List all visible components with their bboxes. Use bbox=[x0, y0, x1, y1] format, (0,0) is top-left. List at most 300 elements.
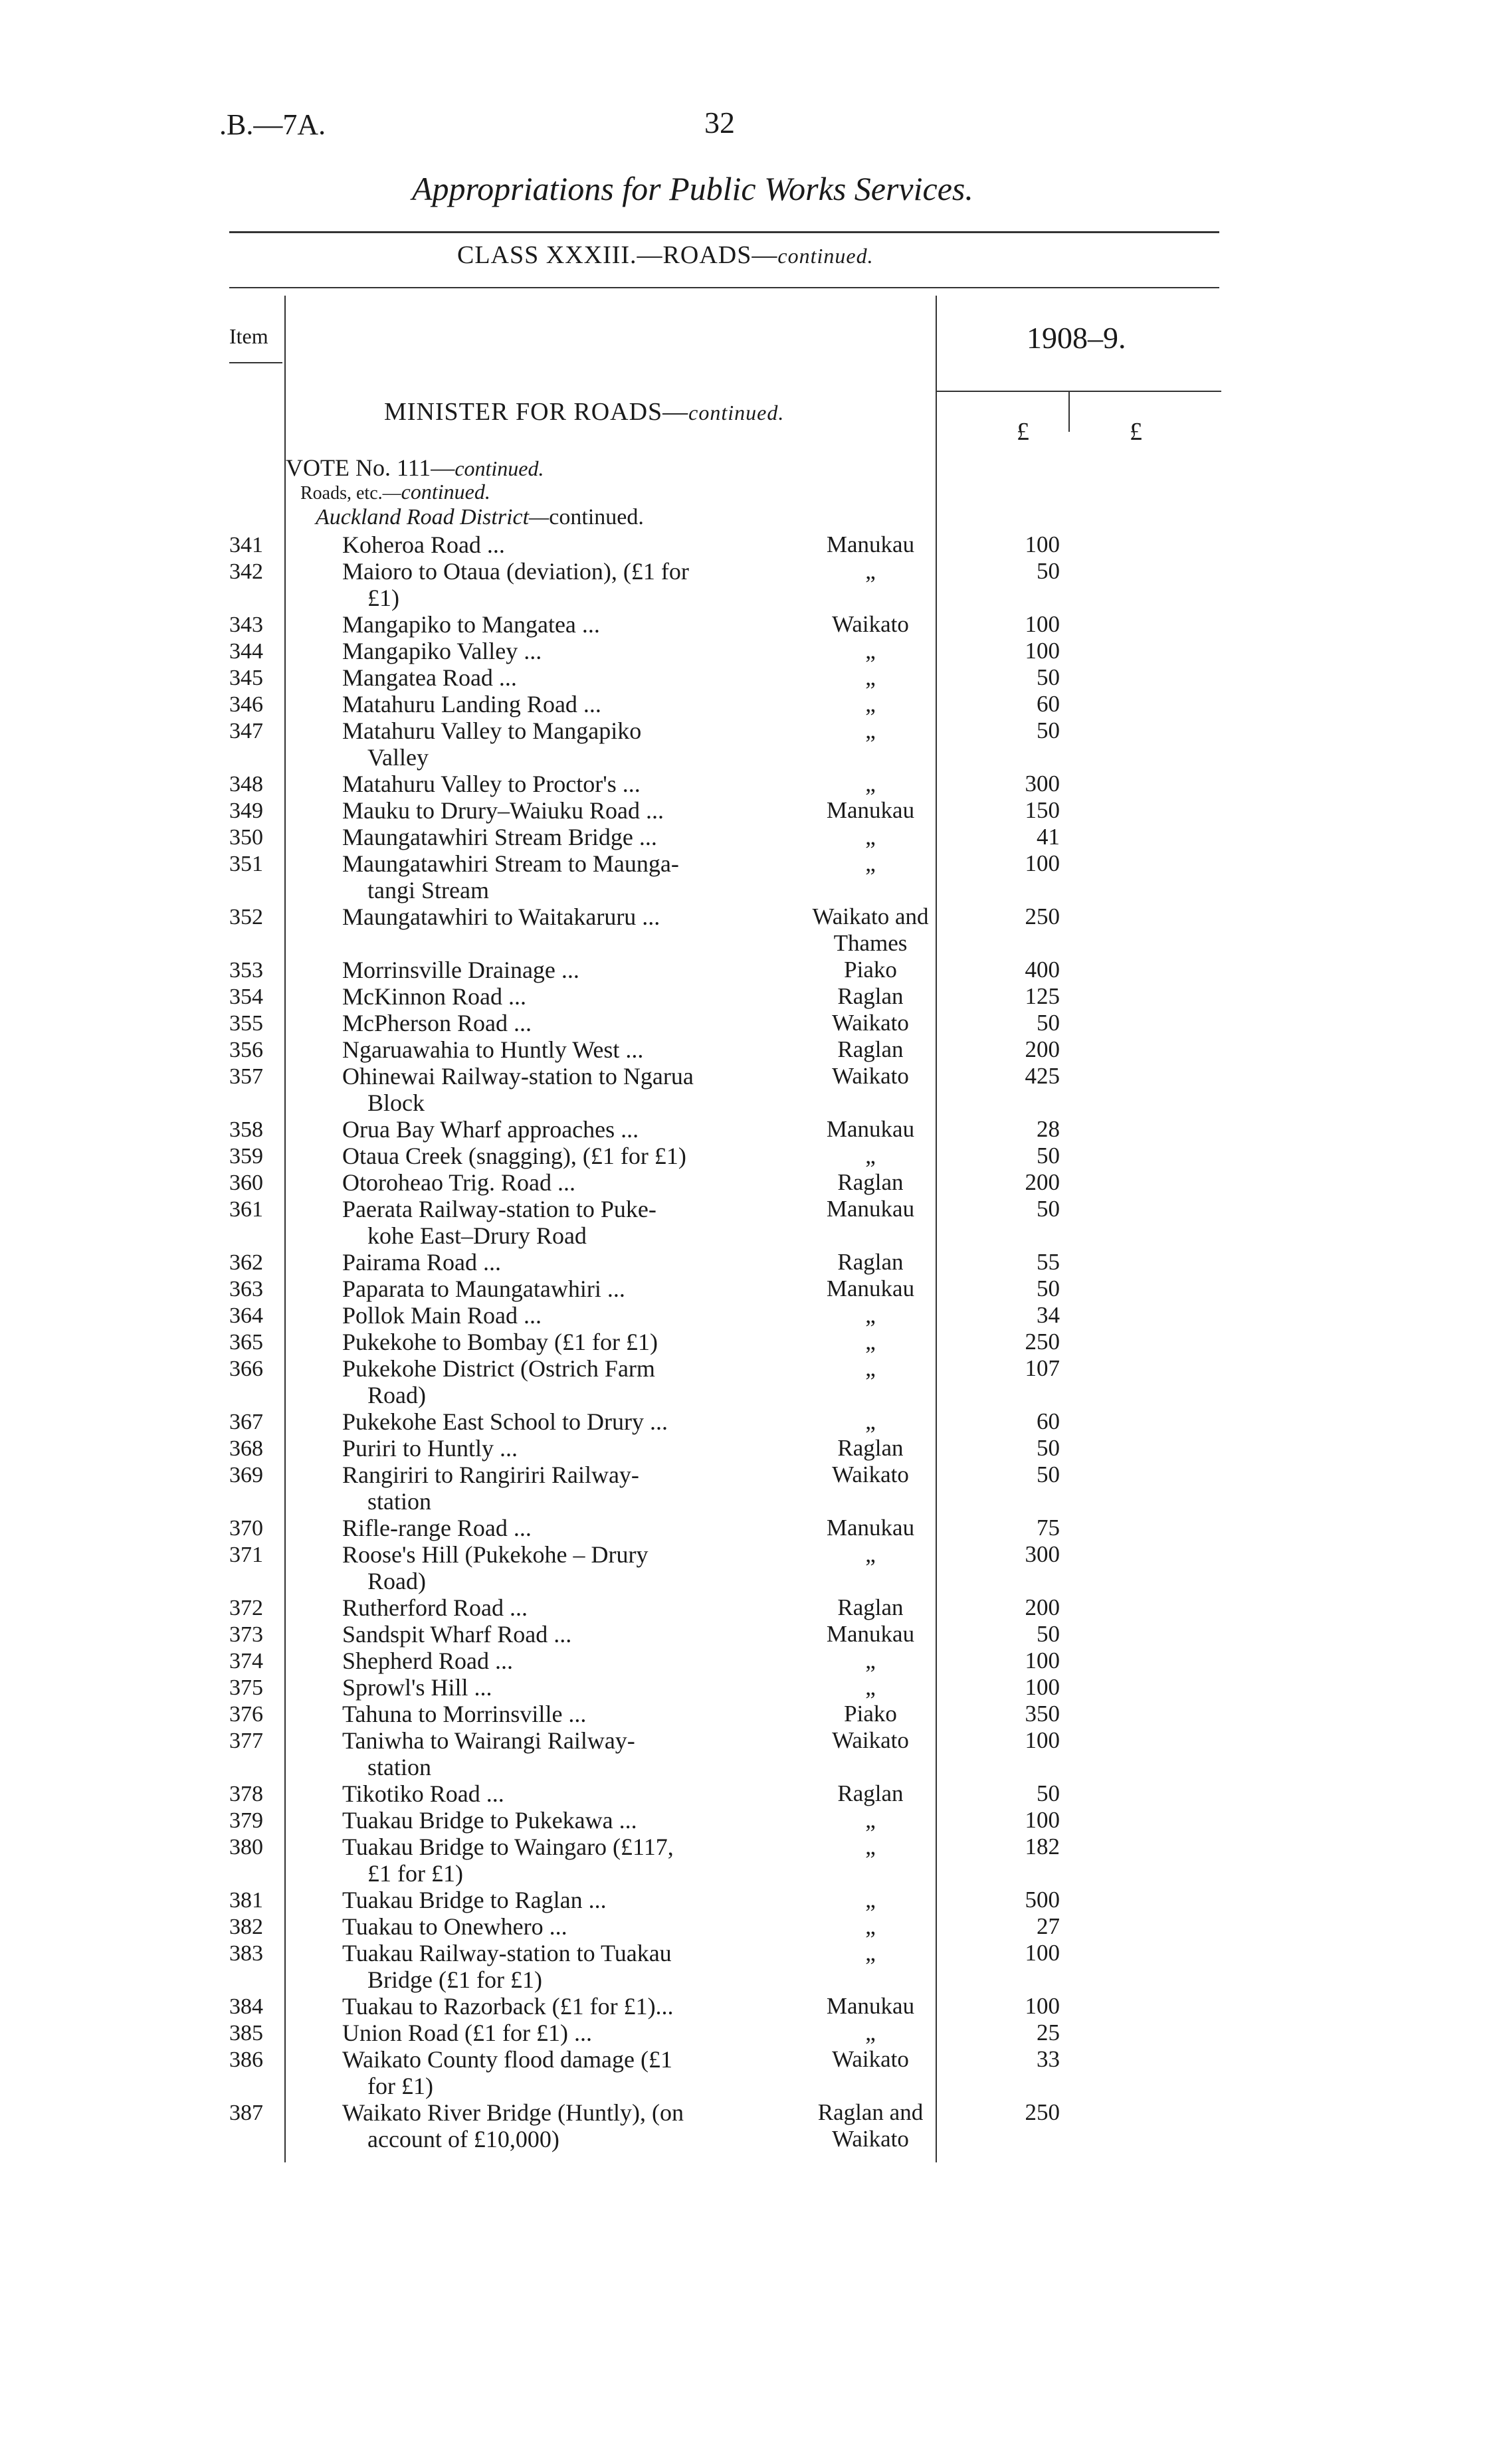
item-description bbox=[342, 903, 660, 930]
description-line: Puriri to Huntly ... bbox=[342, 1435, 518, 1462]
description-line: Waikato River Bridge (Huntly), (on bbox=[342, 2099, 684, 2126]
description-line: Tuakau Bridge to Waingaro (£117, bbox=[342, 1834, 674, 1860]
item-description bbox=[342, 558, 689, 611]
item-number: 343 bbox=[229, 613, 263, 637]
amount: 150 bbox=[1025, 797, 1060, 823]
amount: 250 bbox=[1025, 903, 1060, 929]
district-line: Raglan bbox=[837, 1435, 904, 1461]
district-line: „ bbox=[865, 1541, 876, 1567]
district-line: Manukau bbox=[826, 797, 915, 823]
amount: 100 bbox=[1025, 850, 1060, 876]
item-number: 373 bbox=[229, 1622, 263, 1647]
item-number: 375 bbox=[229, 1675, 263, 1700]
item-description bbox=[342, 797, 664, 824]
item-number: 378 bbox=[229, 1782, 263, 1806]
amount: 300 bbox=[1025, 771, 1060, 797]
description-line: Sandspit Wharf Road ... bbox=[342, 1621, 572, 1648]
district-line: Waikato bbox=[832, 1063, 909, 1089]
electoral-district bbox=[771, 1621, 970, 1648]
description-line: Matahuru Landing Road ... bbox=[342, 691, 601, 717]
description-line: Sprowl's Hill ... bbox=[342, 1674, 492, 1701]
item-column-divider bbox=[284, 296, 286, 2162]
description-line: Paerata Railway-station to Puke- bbox=[342, 1196, 656, 1222]
amount: 60 bbox=[1037, 1408, 1060, 1434]
electoral-district bbox=[771, 1541, 970, 1568]
year-column-header: 1908–9. bbox=[1027, 321, 1126, 355]
item-number: 360 bbox=[229, 1171, 263, 1195]
district-line: „ bbox=[865, 824, 876, 850]
class-title-text: CLASS XXXIII.—ROADS— bbox=[457, 241, 778, 269]
item-description bbox=[342, 771, 641, 797]
item-description bbox=[342, 531, 505, 558]
amount: 50 bbox=[1037, 1196, 1060, 1222]
item-number: 346 bbox=[229, 692, 263, 717]
item-number: 358 bbox=[229, 1117, 263, 1142]
amount: 28 bbox=[1037, 1116, 1060, 1142]
electoral-district bbox=[771, 611, 970, 638]
item-number: 350 bbox=[229, 825, 263, 850]
item-number: 372 bbox=[229, 1596, 263, 1620]
pound-header-2: £ bbox=[1130, 418, 1142, 446]
item-description bbox=[342, 1541, 648, 1594]
amount: 50 bbox=[1037, 1010, 1060, 1036]
amount: 27 bbox=[1037, 1913, 1060, 1939]
description-line: Roose's Hill (Pukekohe – Drury bbox=[342, 1541, 649, 1568]
description-line: Otoroheao Trig. Road ... bbox=[342, 1169, 575, 1196]
electoral-district bbox=[771, 1355, 970, 1382]
item-description bbox=[342, 983, 526, 1010]
item-description bbox=[342, 1834, 674, 1887]
description-line: Pollok Main Road ... bbox=[342, 1302, 542, 1329]
item-number: 383 bbox=[229, 1941, 263, 1966]
amount: 200 bbox=[1025, 1594, 1060, 1620]
item-number: 367 bbox=[229, 1410, 263, 1434]
item-number: 344 bbox=[229, 639, 263, 664]
item-number: 362 bbox=[229, 1250, 263, 1275]
item-description bbox=[342, 664, 517, 691]
amount: 200 bbox=[1025, 1036, 1060, 1062]
item-header-underline bbox=[229, 362, 282, 363]
electoral-district bbox=[771, 903, 970, 957]
electoral-district bbox=[771, 850, 970, 877]
description-line: Bridge (£1 for £1) bbox=[367, 1966, 542, 1993]
item-number: 374 bbox=[229, 1649, 263, 1673]
description-line: Valley bbox=[367, 744, 429, 771]
description-line: Mangapiko to Mangatea ... bbox=[342, 611, 600, 638]
item-number: 352 bbox=[229, 905, 263, 929]
electoral-district bbox=[771, 1648, 970, 1674]
roads-subheading bbox=[300, 480, 490, 504]
amount: 100 bbox=[1025, 611, 1060, 637]
description-line: £1) bbox=[367, 585, 399, 611]
item-description bbox=[342, 1940, 672, 1993]
electoral-district bbox=[771, 1329, 970, 1355]
amount: 250 bbox=[1025, 1329, 1060, 1355]
description-line: station bbox=[367, 1754, 431, 1780]
electoral-district bbox=[771, 1276, 970, 1302]
amount: 50 bbox=[1037, 1276, 1060, 1301]
roads-subheading-continued: continued. bbox=[401, 480, 490, 504]
district-line: Manukau bbox=[826, 1196, 915, 1222]
description-line: Orua Bay Wharf approaches ... bbox=[342, 1116, 639, 1143]
description-line: McPherson Road ... bbox=[342, 1010, 532, 1036]
vote-heading-text: VOTE No. 111— bbox=[286, 454, 455, 481]
description-line: kohe East–Drury Road bbox=[367, 1222, 587, 1249]
district-line: Raglan bbox=[837, 1249, 904, 1275]
electoral-district bbox=[771, 1196, 970, 1222]
electoral-district bbox=[771, 1116, 970, 1143]
page-title: Appropriations for Public Works Services. bbox=[412, 170, 973, 207]
description-line: Road) bbox=[367, 1382, 426, 1408]
item-number: 381 bbox=[229, 1888, 263, 1913]
electoral-district bbox=[771, 1408, 970, 1435]
description-line: Rifle-range Road ... bbox=[342, 1515, 532, 1541]
district-line: „ bbox=[865, 1143, 876, 1169]
class-rule bbox=[229, 287, 1219, 288]
item-description bbox=[342, 1515, 532, 1541]
amount: 125 bbox=[1025, 983, 1060, 1009]
item-description bbox=[342, 1143, 686, 1169]
item-description bbox=[342, 1993, 674, 2020]
district-line: „ bbox=[865, 717, 876, 743]
electoral-district bbox=[771, 1515, 970, 1541]
district-line: „ bbox=[865, 664, 876, 690]
item-number: 387 bbox=[229, 2101, 263, 2125]
item-description bbox=[342, 1196, 656, 1249]
item-number: 365 bbox=[229, 1330, 263, 1355]
description-line: Maungatawhiri Stream Bridge ... bbox=[342, 824, 657, 850]
item-description bbox=[342, 1807, 637, 1834]
item-description bbox=[342, 1355, 655, 1408]
amount: 500 bbox=[1025, 1887, 1060, 1913]
description-line: station bbox=[367, 1488, 431, 1515]
district-line: Manukau bbox=[826, 531, 915, 557]
district-line: „ bbox=[865, 850, 876, 876]
item-number: 377 bbox=[229, 1729, 263, 1753]
item-number: 349 bbox=[229, 799, 263, 823]
item-description bbox=[342, 1462, 639, 1515]
minister-heading-continued: continued. bbox=[688, 401, 785, 425]
amount: 300 bbox=[1025, 1541, 1060, 1567]
electoral-district bbox=[771, 1701, 970, 1727]
electoral-district bbox=[771, 1674, 970, 1701]
description-line: Maungatawhiri to Waitakaruru ... bbox=[342, 903, 660, 930]
district-line: Manukau bbox=[826, 1116, 915, 1142]
item-number: 356 bbox=[229, 1038, 263, 1062]
item-description bbox=[342, 1648, 513, 1674]
roads-subheading-text: Roads, etc.— bbox=[300, 483, 401, 504]
amount: 100 bbox=[1025, 1940, 1060, 1966]
electoral-district bbox=[771, 558, 970, 585]
electoral-district bbox=[771, 1169, 970, 1196]
district-line: Manukau bbox=[826, 1621, 915, 1647]
electoral-district bbox=[771, 1063, 970, 1090]
item-number: 382 bbox=[229, 1915, 263, 1939]
item-description bbox=[342, 2046, 672, 2099]
district-line: „ bbox=[865, 1648, 876, 1673]
description-line: Pairama Road ... bbox=[342, 1249, 501, 1276]
item-number: 354 bbox=[229, 985, 263, 1009]
electoral-district bbox=[771, 1780, 970, 1807]
class-title-continued: continued. bbox=[777, 244, 874, 268]
description-line: Matahuru Valley to Proctor's ... bbox=[342, 771, 641, 797]
description-line: Mangatea Road ... bbox=[342, 664, 517, 691]
item-number: 359 bbox=[229, 1144, 263, 1169]
description-line: Maioro to Otaua (deviation), (£1 for bbox=[342, 558, 689, 585]
item-description bbox=[342, 691, 601, 717]
district-line: Manukau bbox=[826, 1993, 915, 2019]
district-subheading-continued: continued. bbox=[549, 505, 644, 529]
district-line: Manukau bbox=[826, 1515, 915, 1541]
electoral-district bbox=[771, 691, 970, 717]
item-number: 342 bbox=[229, 559, 263, 584]
amount: 41 bbox=[1037, 824, 1060, 850]
electoral-district bbox=[771, 717, 970, 744]
amount: 75 bbox=[1037, 1515, 1060, 1541]
description-line: Ngaruawahia to Huntly West ... bbox=[342, 1036, 644, 1063]
item-number: 361 bbox=[229, 1197, 263, 1222]
electoral-district bbox=[771, 797, 970, 824]
description-line: Matahuru Valley to Mangapiko bbox=[342, 717, 642, 744]
item-column-header: Item bbox=[229, 324, 268, 348]
description-line: Shepherd Road ... bbox=[342, 1648, 513, 1674]
minister-heading bbox=[384, 397, 784, 426]
electoral-district bbox=[771, 1940, 970, 1966]
district-line: „ bbox=[865, 558, 876, 584]
amount: 50 bbox=[1037, 1435, 1060, 1461]
item-description bbox=[342, 717, 641, 771]
item-description bbox=[342, 1408, 668, 1435]
description-line: Maungatawhiri Stream to Maunga- bbox=[342, 850, 679, 877]
electoral-district bbox=[771, 1302, 970, 1329]
item-number: 355 bbox=[229, 1011, 263, 1036]
amount: 350 bbox=[1025, 1701, 1060, 1727]
item-number: 366 bbox=[229, 1357, 263, 1381]
vote-heading bbox=[286, 454, 544, 482]
district-line: „ bbox=[865, 771, 876, 797]
district-line: Raglan bbox=[837, 983, 904, 1009]
electoral-district bbox=[771, 957, 970, 983]
district-line: Waikato and bbox=[812, 903, 929, 929]
electoral-district bbox=[771, 1143, 970, 1169]
item-number: 347 bbox=[229, 719, 263, 743]
item-description bbox=[342, 1010, 532, 1036]
document-reference: .B.—7A. bbox=[219, 108, 326, 141]
amount: 100 bbox=[1025, 1674, 1060, 1700]
description-line: Block bbox=[367, 1090, 425, 1116]
item-description bbox=[342, 957, 579, 983]
item-description bbox=[342, 1594, 528, 1621]
item-description bbox=[342, 1887, 607, 1913]
district-line: Raglan and bbox=[817, 2099, 924, 2125]
item-number: 341 bbox=[229, 533, 263, 557]
item-number: 384 bbox=[229, 1994, 263, 2019]
item-number: 371 bbox=[229, 1543, 263, 1567]
electoral-district bbox=[771, 771, 970, 797]
description-line: Morrinsville Drainage ... bbox=[342, 957, 579, 983]
amount: 50 bbox=[1037, 1143, 1060, 1169]
item-description bbox=[342, 1913, 567, 1940]
description-line: account of £10,000) bbox=[367, 2126, 559, 2152]
item-description bbox=[342, 1329, 658, 1355]
description-line: McKinnon Road ... bbox=[342, 983, 526, 1010]
class-title bbox=[457, 240, 874, 270]
amount: 25 bbox=[1037, 2020, 1060, 2045]
item-number: 370 bbox=[229, 1516, 263, 1541]
item-description bbox=[342, 1169, 575, 1196]
item-description bbox=[342, 1780, 504, 1807]
amount: 100 bbox=[1025, 1648, 1060, 1673]
electoral-district bbox=[771, 1727, 970, 1754]
district-line: „ bbox=[865, 691, 876, 717]
electoral-district bbox=[771, 2099, 970, 2152]
description-line: Taniwha to Wairangi Railway- bbox=[342, 1727, 635, 1754]
item-number: 363 bbox=[229, 1277, 263, 1301]
description-line: Tuakau Railway-station to Tuakau bbox=[342, 1940, 672, 1966]
district-line: Waikato bbox=[832, 1462, 909, 1487]
description-line: Mauku to Drury–Waiuku Road ... bbox=[342, 797, 664, 824]
amount: 50 bbox=[1037, 558, 1060, 584]
district-line: „ bbox=[865, 1940, 876, 1966]
district-line: „ bbox=[865, 1408, 876, 1434]
amount: 100 bbox=[1025, 1993, 1060, 2019]
item-number: 351 bbox=[229, 852, 263, 876]
district-line: „ bbox=[865, 1834, 876, 1859]
item-number: 385 bbox=[229, 2021, 263, 2045]
electoral-district bbox=[771, 824, 970, 850]
description-line: Koheroa Road ... bbox=[342, 531, 505, 558]
amount: 50 bbox=[1037, 1621, 1060, 1647]
electoral-district bbox=[771, 638, 970, 664]
description-line: Rangiriri to Rangiriri Railway- bbox=[342, 1462, 639, 1488]
description-line: for £1) bbox=[367, 2073, 433, 2099]
electoral-district bbox=[771, 2046, 970, 2073]
electoral-district bbox=[771, 1887, 970, 1913]
electoral-district bbox=[771, 531, 970, 558]
item-description bbox=[342, 1674, 492, 1701]
item-description bbox=[342, 611, 600, 638]
amount: 50 bbox=[1037, 664, 1060, 690]
item-description bbox=[342, 1276, 625, 1302]
district-line: Thames bbox=[833, 930, 908, 956]
description-line: Pukekohe to Bombay (£1 for £1) bbox=[342, 1329, 658, 1355]
item-description bbox=[342, 1302, 542, 1329]
district-line: „ bbox=[865, 1355, 876, 1381]
district-line: „ bbox=[865, 1302, 876, 1328]
item-description bbox=[342, 1701, 586, 1727]
district-subheading-text: Auckland Road District— bbox=[316, 505, 550, 529]
district-line: „ bbox=[865, 1887, 876, 1913]
item-description bbox=[342, 1435, 518, 1462]
description-line: Tikotiko Road ... bbox=[342, 1780, 504, 1807]
minister-heading-text: MINISTER FOR ROADS— bbox=[384, 398, 689, 426]
page-number: 32 bbox=[704, 106, 735, 140]
electoral-district bbox=[771, 1010, 970, 1036]
item-number: 345 bbox=[229, 666, 263, 690]
amount: 50 bbox=[1037, 1780, 1060, 1806]
item-description bbox=[342, 1116, 639, 1143]
amount: 50 bbox=[1037, 1462, 1060, 1487]
item-description bbox=[342, 1036, 643, 1063]
item-description bbox=[342, 824, 657, 850]
district-line: Waikato bbox=[832, 2046, 909, 2072]
year-header-rule bbox=[936, 391, 1221, 392]
district-line: Manukau bbox=[826, 1276, 915, 1301]
amount: 425 bbox=[1025, 1063, 1060, 1089]
description-line: Otaua Creek (snagging), (£1 for £1) bbox=[342, 1143, 686, 1169]
amount: 200 bbox=[1025, 1169, 1060, 1195]
district-line: Raglan bbox=[837, 1169, 904, 1195]
amount-column-divider bbox=[1068, 392, 1070, 432]
amount: 100 bbox=[1025, 1807, 1060, 1833]
amount: 100 bbox=[1025, 531, 1060, 557]
district-line: Waikato bbox=[832, 1010, 909, 1036]
electoral-district bbox=[771, 1993, 970, 2020]
item-description bbox=[342, 2020, 592, 2046]
item-description bbox=[342, 1063, 694, 1116]
amount: 182 bbox=[1025, 1834, 1060, 1859]
item-number: 379 bbox=[229, 1808, 263, 1833]
title-rule bbox=[229, 231, 1219, 233]
description-line: tangi Stream bbox=[367, 877, 489, 903]
amount: 33 bbox=[1037, 2046, 1060, 2072]
description-line: Road) bbox=[367, 1568, 426, 1594]
item-description bbox=[342, 1249, 501, 1276]
electoral-district bbox=[771, 1834, 970, 1860]
electoral-district bbox=[771, 1435, 970, 1462]
electoral-district bbox=[771, 664, 970, 691]
district-line: „ bbox=[865, 2020, 876, 2045]
item-number: 380 bbox=[229, 1835, 263, 1859]
item-number: 348 bbox=[229, 772, 263, 797]
vote-heading-continued: continued. bbox=[454, 456, 544, 480]
description-line: Waikato County flood damage (£1 bbox=[342, 2046, 672, 2073]
district-line: Piako bbox=[844, 1701, 897, 1727]
electoral-district bbox=[771, 1807, 970, 1834]
electoral-district bbox=[771, 1249, 970, 1276]
district-line: „ bbox=[865, 638, 876, 664]
item-description bbox=[342, 1727, 635, 1780]
electoral-district bbox=[771, 983, 970, 1010]
description-line: Tahuna to Morrinsville ... bbox=[342, 1701, 587, 1727]
item-number: 376 bbox=[229, 1702, 263, 1727]
amount: 55 bbox=[1037, 1249, 1060, 1275]
item-number: 357 bbox=[229, 1064, 263, 1089]
description-line: Pukekohe District (Ostrich Farm bbox=[342, 1355, 655, 1382]
district-line: „ bbox=[865, 1329, 876, 1355]
district-line: Waikato bbox=[832, 1727, 909, 1753]
electoral-district bbox=[771, 2020, 970, 2046]
amount: 100 bbox=[1025, 1727, 1060, 1753]
item-number: 368 bbox=[229, 1436, 263, 1461]
item-description bbox=[342, 638, 542, 664]
description-line: Tuakau to Onewhero ... bbox=[342, 1913, 567, 1940]
description-line: Ohinewai Railway-station to Ngarua bbox=[342, 1063, 694, 1090]
electoral-district bbox=[771, 1036, 970, 1063]
district-line: Waikato bbox=[832, 611, 909, 637]
item-description bbox=[342, 1621, 571, 1648]
amount: 250 bbox=[1025, 2099, 1060, 2125]
description-line: Pukekohe East School to Drury ... bbox=[342, 1408, 668, 1435]
description-line: Union Road (£1 for £1) ... bbox=[342, 2020, 592, 2046]
item-number: 353 bbox=[229, 958, 263, 983]
description-line: Mangapiko Valley ... bbox=[342, 638, 542, 664]
description-line: Tuakau to Razorback (£1 for £1)... bbox=[342, 1993, 674, 2020]
district-line: Raglan bbox=[837, 1594, 904, 1620]
description-line: Paparata to Maungatawhiri ... bbox=[342, 1276, 625, 1302]
item-number: 386 bbox=[229, 2047, 263, 2072]
description-line: £1 for £1) bbox=[367, 1860, 463, 1887]
